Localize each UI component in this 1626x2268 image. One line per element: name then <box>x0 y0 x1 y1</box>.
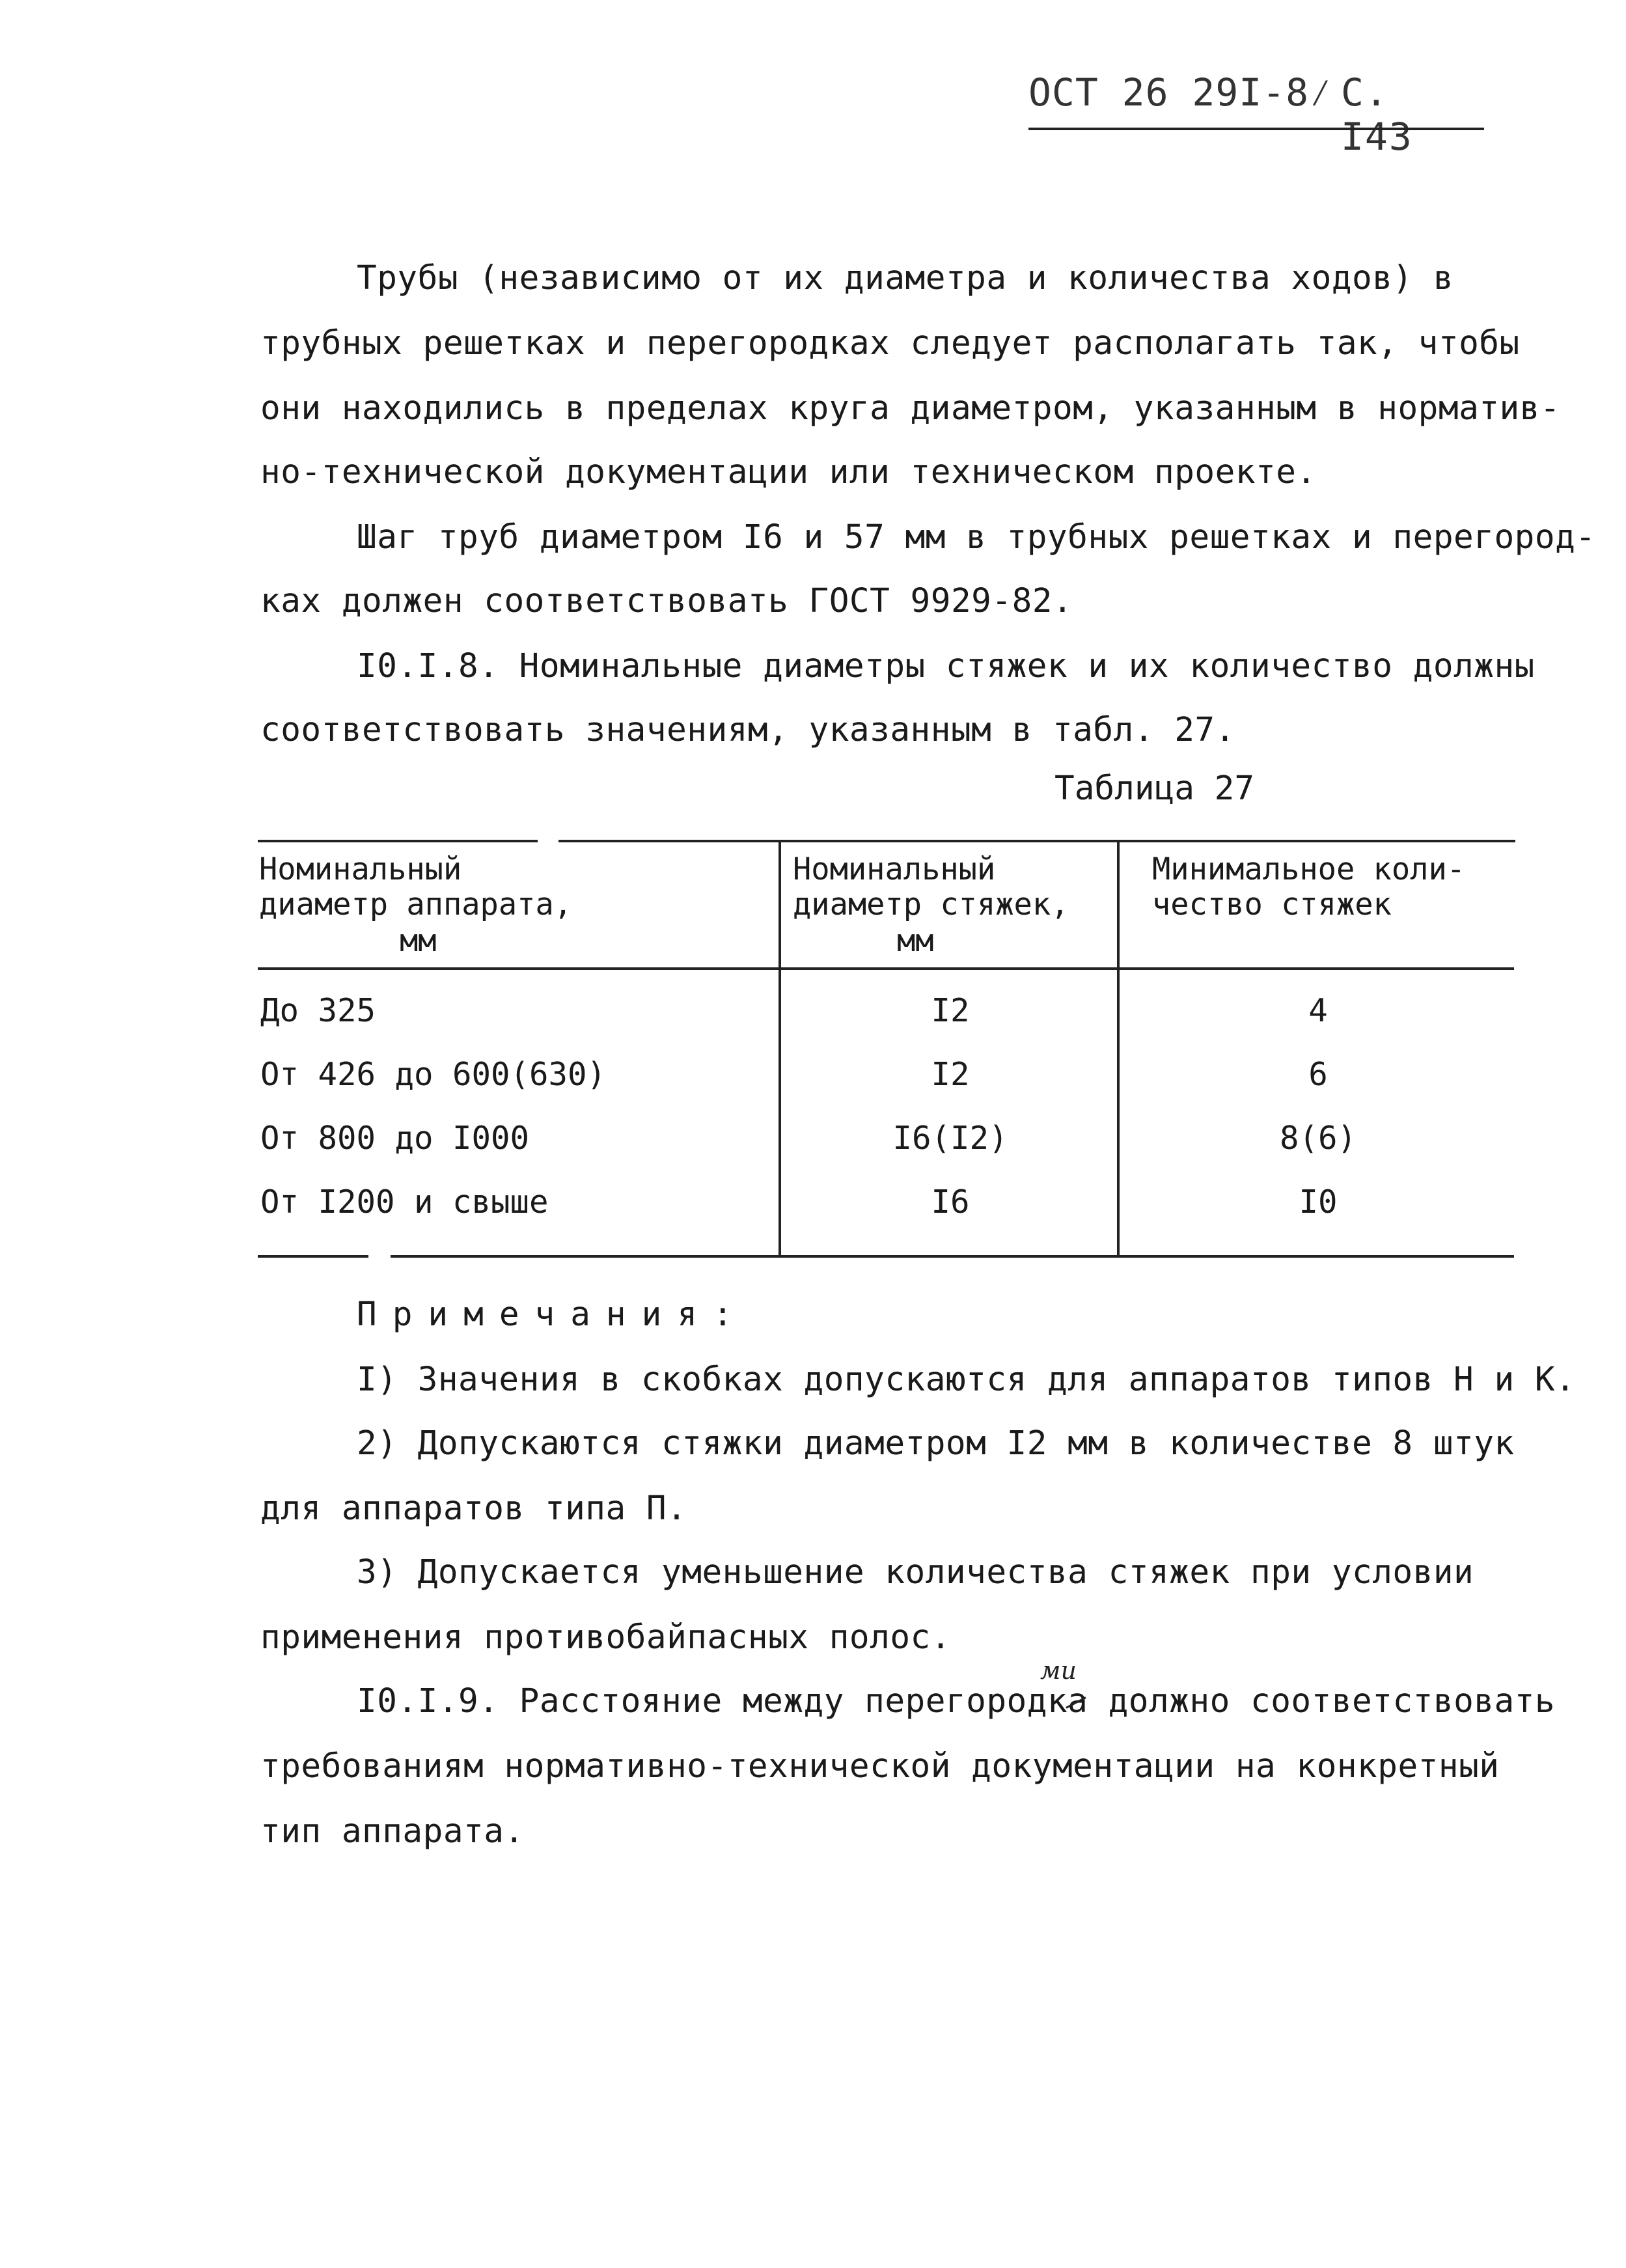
notes-title: Примечания: <box>357 1295 749 1334</box>
header-text: диаметр стяжек, <box>793 887 1069 922</box>
table-cell: 8(6) <box>1279 1120 1357 1157</box>
header-underline <box>1028 128 1484 130</box>
struck-letter: а <box>1068 1682 1088 1721</box>
table-bottom-rule <box>391 1255 1514 1258</box>
body-line: трубных решетках и перегородках следует располагать так, чтобы <box>260 324 1520 363</box>
text-segment: должно соответствовать <box>1088 1682 1556 1721</box>
body-line: I0.I.8. Номинальные диаметры стяжек и их количество должны <box>357 647 1535 685</box>
header-text: Минимальное коли- <box>1152 851 1466 887</box>
table-cell: 4 <box>1308 992 1328 1029</box>
table-cell: От I200 и свыше <box>260 1183 549 1221</box>
body-line: Шаг труб диаметром I6 и 57 мм в трубных решетках и перегород- <box>357 518 1596 557</box>
table-cell: От 800 до I000 <box>260 1120 530 1157</box>
note-line: применения противобайпасных полос. <box>260 1618 951 1657</box>
table-cell: I2 <box>931 1056 970 1093</box>
table-caption: Таблица 27 <box>1054 769 1255 808</box>
table-cell: До 325 <box>260 992 376 1029</box>
body-line: ках должен соответствовать ГОСТ 9929-82. <box>260 582 1073 620</box>
header-text: Номинальный <box>259 851 462 887</box>
note-line: I) Значения в скобках допускаются для аппаратов типов Н и К. <box>357 1361 1576 1399</box>
table-bottom-rule <box>258 1255 368 1258</box>
header-text: мм <box>897 923 934 959</box>
document-code: ОСТ 26 29I-8⁄ <box>1028 70 1332 115</box>
page-header <box>1028 70 1484 159</box>
body-line: они находились в пределах круга диаметром, указанным в норматив- <box>260 389 1561 428</box>
table-cell: 6 <box>1308 1056 1328 1093</box>
header-text: Номинальный <box>793 851 996 887</box>
header-text: диаметр аппарата, <box>259 887 573 922</box>
body-line: соответствовать значениям, указанным в табл. 27. <box>260 711 1235 749</box>
body-line <box>357 1682 1555 1721</box>
note-line: для аппаратов типа П. <box>260 1489 687 1528</box>
text-segment: I0.I.9. Расстояние между перегородк <box>357 1682 1068 1721</box>
body-line: но-технической документации или техническом проекте. <box>260 453 1317 491</box>
header-text: мм <box>400 923 437 959</box>
body-line: требованиям нормативно-технической документации на конкретный <box>260 1747 1500 1786</box>
table-cell: I0 <box>1299 1183 1338 1221</box>
body-line: тип аппарата. <box>260 1812 525 1851</box>
page-number: С. I43 <box>1341 70 1413 159</box>
table-cell: I6(I2) <box>892 1120 1008 1157</box>
note-line: 3) Допускается уменьшение количества стяжек при условии <box>357 1553 1474 1592</box>
table-header-rule <box>258 967 1514 970</box>
table-top-rule <box>558 840 1515 842</box>
table-cell: От 426 до 600(630) <box>260 1056 607 1093</box>
header-text: чество стяжек <box>1152 887 1392 922</box>
handwritten-correction: ми <box>1040 1656 1077 1685</box>
table-cell: I2 <box>931 992 970 1029</box>
table-top-rule <box>258 840 538 842</box>
table-cell: I6 <box>931 1183 970 1221</box>
note-line: 2) Допускаются стяжки диаметром I2 мм в количестве 8 штук <box>357 1424 1515 1463</box>
body-line: Трубы (независимо от их диаметра и количества ходов) в <box>357 259 1454 297</box>
